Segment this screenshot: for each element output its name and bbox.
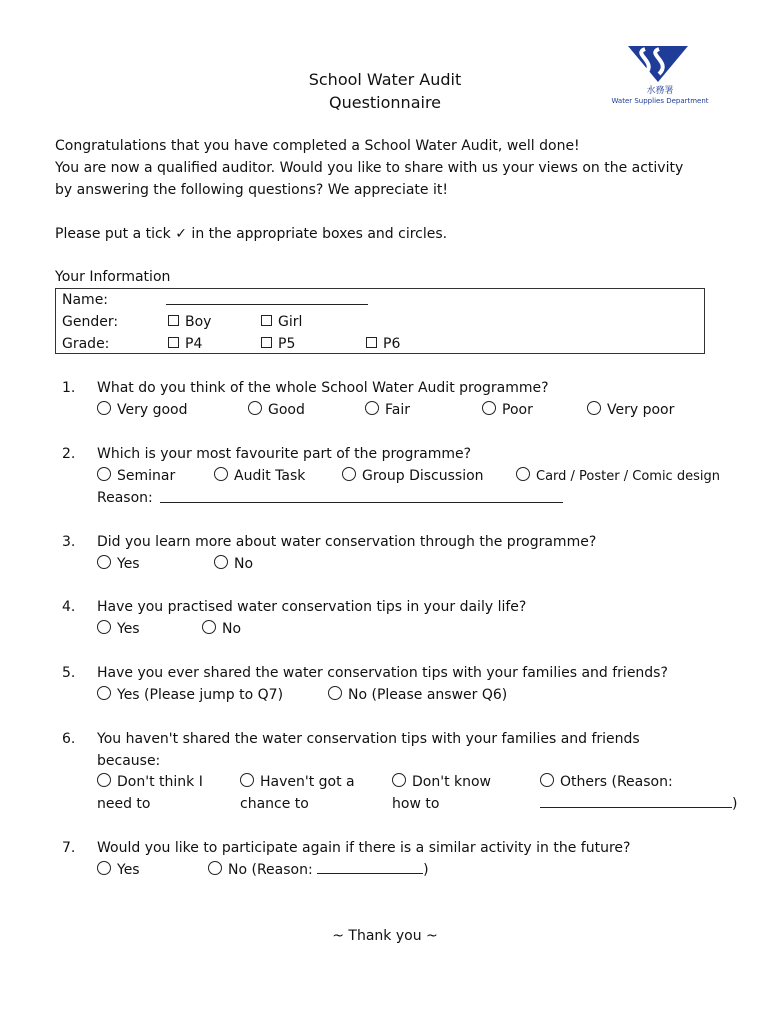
grade-option-label: P6 — [383, 336, 401, 352]
option-label: Don't think I — [117, 774, 203, 790]
option-label: Yes — [117, 862, 140, 878]
radio-circle-icon — [97, 861, 111, 875]
q1-option-very-poor[interactable] — [587, 401, 674, 419]
radio-circle-icon — [587, 401, 601, 415]
q6-text-line-2: because: — [97, 753, 161, 769]
q2-reason-label: Reason: — [97, 490, 153, 506]
q5-option-yes[interactable] — [97, 686, 283, 704]
q4-option-no[interactable] — [202, 620, 241, 638]
q7-text: Would you like to participate again if there is a similar activity in the future? — [97, 840, 631, 856]
q3-text: Did you learn more about water conservation through the programme? — [97, 534, 597, 550]
q2-reason-field[interactable] — [160, 490, 563, 508]
option-label: No (Please answer Q6) — [348, 687, 508, 703]
name-label: Name: — [62, 292, 109, 308]
q6-option-dont-think[interactable] — [97, 773, 203, 791]
option-label: Yes (Please jump to Q7) — [117, 687, 284, 703]
q6-option-dont-know[interactable] — [392, 773, 491, 791]
option-label: No — [234, 556, 254, 572]
radio-circle-icon — [97, 401, 111, 415]
logo-chinese-text: 水務署 — [646, 86, 674, 96]
option-label: Seminar — [117, 468, 176, 484]
tick-instruction — [55, 225, 447, 243]
q3-option-yes[interactable] — [97, 555, 140, 573]
q7-option-yes[interactable] — [97, 861, 140, 879]
q2-option-card-poster-comic[interactable] — [516, 467, 720, 486]
option-label: Very poor — [607, 402, 675, 418]
q7-number: 7. — [62, 840, 76, 856]
radio-circle-icon — [328, 686, 342, 700]
grade-label: Grade: — [62, 336, 110, 352]
closing-paren: ) — [423, 862, 429, 878]
q1-option-good[interactable] — [248, 401, 305, 419]
radio-circle-icon — [208, 861, 222, 875]
option-label: Poor — [502, 402, 533, 418]
grade-option-p6[interactable] — [366, 335, 400, 353]
gender-option-label: Girl — [278, 314, 303, 330]
gender-label: Gender: — [62, 314, 119, 330]
checkbox-icon — [168, 337, 179, 348]
radio-circle-icon — [248, 401, 262, 415]
option-label: Fair — [385, 402, 410, 418]
radio-circle-icon — [97, 555, 111, 569]
tick-mark-icon: ✓ — [175, 226, 187, 242]
option-label: No — [222, 621, 242, 637]
q6-option-dont-know-line-2: how to — [392, 796, 440, 812]
q6-option-havent-got-line-2: chance to — [240, 796, 309, 812]
option-label: Card / Poster / Comic design — [536, 469, 720, 484]
q6-option-others[interactable] — [540, 773, 673, 791]
gender-option-girl[interactable] — [261, 313, 302, 331]
q2-text: Which is your most favourite part of the programme? — [97, 446, 472, 462]
q6-text-line-1: You haven't shared the water conservation tips with your families and friends — [97, 731, 640, 747]
intro-line-1: Congratulations that you have completed a School Water Audit, well done! — [55, 138, 580, 154]
q5-number: 5. — [62, 665, 76, 681]
grade-option-p4[interactable] — [168, 335, 202, 353]
intro-line-2: You are now a qualified auditor. Would you like to share with us your views on the activity — [55, 160, 684, 176]
grade-option-label: P4 — [185, 336, 203, 352]
q4-number: 4. — [62, 599, 76, 615]
q1-option-very-good[interactable] — [97, 401, 188, 419]
radio-circle-icon — [97, 620, 111, 634]
radio-circle-icon — [97, 467, 111, 481]
radio-circle-icon — [482, 401, 496, 415]
checkbox-icon — [366, 337, 377, 348]
q4-text: Have you practised water conservation tips in your daily life? — [97, 599, 527, 615]
q5-option-no[interactable] — [328, 686, 507, 704]
q2-number: 2. — [62, 446, 76, 462]
gender-option-boy[interactable] — [168, 313, 211, 331]
checkbox-icon — [261, 337, 272, 348]
radio-circle-icon — [392, 773, 406, 787]
radio-circle-icon — [97, 773, 111, 787]
title-line-2: Questionnaire — [328, 93, 442, 112]
q7-reason-field[interactable] — [317, 861, 423, 874]
option-label: Good — [268, 402, 305, 418]
radio-circle-icon — [214, 555, 228, 569]
option-label: Very good — [117, 402, 188, 418]
name-field[interactable] — [166, 292, 368, 310]
option-label: Yes — [117, 556, 140, 572]
thank-you: ~ Thank you ~ — [332, 928, 438, 944]
radio-circle-icon — [540, 773, 554, 787]
intro-line-3: by answering the following questions? We appreciate it! — [55, 182, 448, 198]
grade-option-p5[interactable] — [261, 335, 295, 353]
radio-circle-icon — [365, 401, 379, 415]
radio-circle-icon — [97, 686, 111, 700]
logo-english-text: Water Supplies Department — [611, 97, 709, 105]
closing-paren: ) — [732, 796, 738, 812]
q1-option-fair[interactable] — [365, 401, 410, 419]
option-label: No (Reason: — [228, 862, 313, 878]
option-label: Don't know — [412, 774, 492, 790]
tick-instruction-after: in the appropriate boxes and circles. — [186, 226, 448, 242]
tick-instruction-before: Please put a tick — [55, 226, 176, 242]
grade-option-label: P5 — [278, 336, 296, 352]
q7-option-no[interactable] — [208, 861, 429, 879]
q3-option-no[interactable] — [214, 555, 253, 573]
title-line-1: School Water Audit — [308, 70, 462, 89]
radio-circle-icon — [342, 467, 356, 481]
q2-option-group-discussion[interactable] — [342, 467, 484, 485]
q5-text: Have you ever shared the water conservation tips with your families and friends? — [97, 665, 668, 681]
checkbox-icon — [261, 315, 272, 326]
q4-option-yes[interactable] — [97, 620, 140, 638]
q1-text: What do you think of the whole School Water Audit programme? — [97, 380, 549, 396]
q2-option-audit-task[interactable] — [214, 467, 305, 485]
q3-number: 3. — [62, 534, 76, 550]
checkbox-icon — [168, 315, 179, 326]
radio-circle-icon — [202, 620, 216, 634]
radio-circle-icon — [214, 467, 228, 481]
q1-number: 1. — [62, 380, 76, 396]
option-label: Audit Task — [234, 468, 306, 484]
q6-option-havent-got[interactable] — [240, 773, 355, 791]
gender-option-label: Boy — [185, 314, 212, 330]
info-heading: Your Information — [55, 269, 171, 285]
option-label: Haven't got a — [260, 774, 355, 790]
radio-circle-icon — [240, 773, 254, 787]
q1-option-poor[interactable] — [482, 401, 533, 419]
option-label: Group Discussion — [362, 468, 484, 484]
option-label: Yes — [117, 621, 140, 637]
q6-others-reason-field[interactable] — [540, 795, 737, 813]
q2-option-seminar[interactable] — [97, 467, 175, 485]
option-label: Others (Reason: — [560, 774, 673, 790]
radio-circle-icon — [516, 467, 530, 481]
q6-option-dont-think-line-2: need to — [97, 796, 151, 812]
q6-number: 6. — [62, 731, 76, 747]
